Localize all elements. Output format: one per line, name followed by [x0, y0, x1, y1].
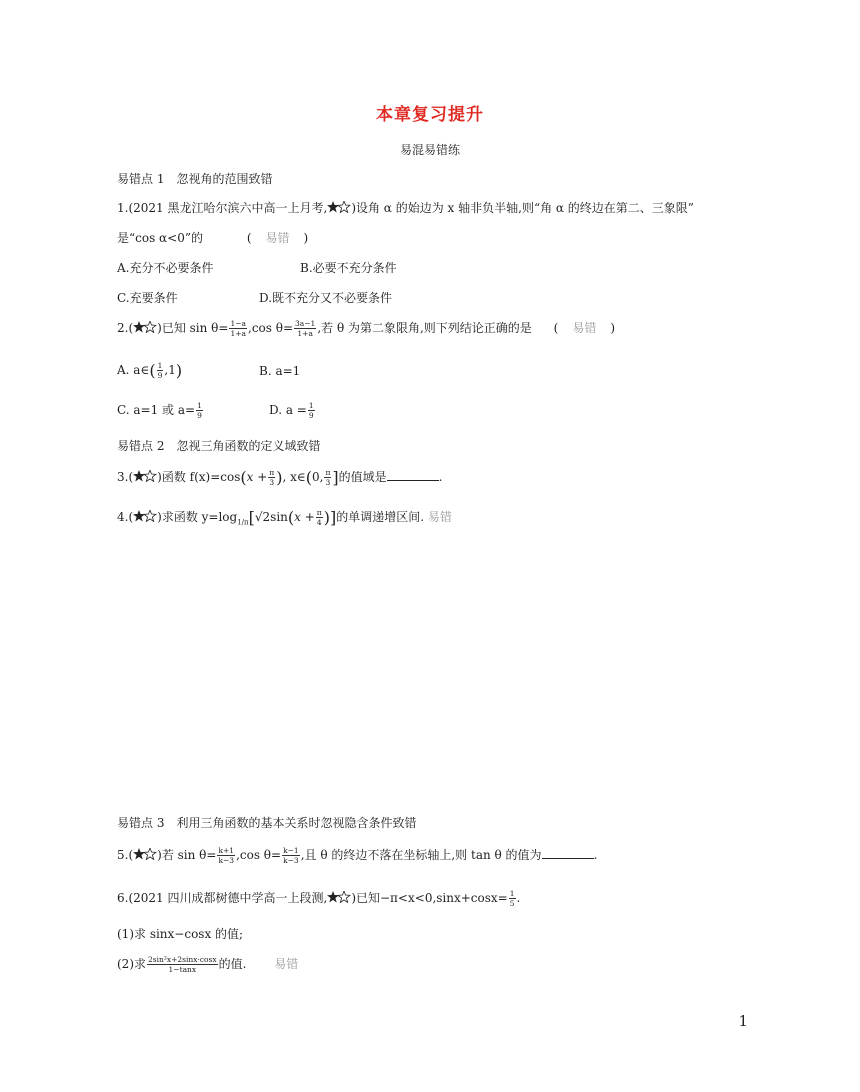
- q2-opta-fraction: [157, 361, 164, 380]
- q2-opta-den: 9: [157, 371, 163, 380]
- q3-arg: x +: [246, 470, 268, 484]
- q6-f-den: 5: [509, 899, 515, 908]
- q2-fraction-2: [294, 319, 316, 338]
- q2-optd-pre: D. a =: [269, 403, 307, 417]
- q2-opta-num: 1: [157, 361, 163, 370]
- q1-text: )设角 α 的始边为 x 轴非负半轴,则“角 α 的终边在第二、三象限”: [351, 201, 694, 215]
- q5-f2-den: k−3: [283, 856, 299, 865]
- q6-source: 6.(2021 四川成都树德中学高一上段测,: [117, 891, 328, 905]
- q4-text-2: 的单调递增区间.: [336, 510, 425, 524]
- q6-sub2-post: 的值.: [218, 957, 247, 971]
- question-3: 3.( )函数 f(x)=cos(x + $\frac{\pi}{3}$ ), x∈(0, $\frac{\pi}{3}$ ]的值域是 .: [117, 468, 443, 487]
- q2-number: 2.(: [117, 321, 134, 335]
- q5-text-2: ,cos θ=: [236, 848, 282, 862]
- q2-optc-pre: C. a=1 或 a=: [117, 403, 196, 417]
- q6-f-num: 1: [509, 889, 515, 898]
- q5-f1-den: k−3: [218, 856, 235, 865]
- q4-number: 4.(: [117, 510, 134, 524]
- q3-end: .: [438, 470, 443, 484]
- q1-source: 1.(2021 黑龙江哈尔滨六中高一上月考,: [117, 201, 328, 215]
- error-prone-tag: 易错: [274, 957, 299, 971]
- section-heading-2: 易错点 2 忽视三角函数的定义域致错: [117, 439, 321, 453]
- q6-sub2-num: 2sin²x+2sinx·cosx: [148, 955, 217, 964]
- q2-fraction-1: [229, 319, 247, 338]
- q2-f1-den: 1+a: [230, 329, 246, 338]
- difficulty-stars-icon: [133, 321, 157, 333]
- q2-text-3: ,若 θ 为第二象限角,则下列结论正确的是: [317, 321, 532, 335]
- q3-text-3: 的值域是: [338, 470, 387, 484]
- q5-text-1: )若 sin θ=: [157, 848, 217, 862]
- page-title: 本章复习提升: [376, 105, 484, 125]
- difficulty-stars-icon: [133, 470, 157, 482]
- q5-fraction-1: [217, 846, 235, 865]
- q5-end: .: [593, 848, 598, 862]
- q4-pi-den: 4: [316, 518, 322, 527]
- question-1-line-2: 是“cos α<0”的 ( 易错 ): [117, 231, 309, 245]
- q1-option-c: C.充要条件: [117, 291, 178, 305]
- q3-text-1: )函数 f(x)=cos: [157, 470, 241, 484]
- q1-option-b: B.必要不充分条件: [300, 261, 397, 275]
- q4-pi-num: π: [316, 508, 322, 517]
- difficulty-stars-icon: [133, 510, 157, 522]
- difficulty-stars-icon: [327, 891, 351, 903]
- q6-sub2-fraction: [147, 955, 218, 974]
- q6-end: .: [516, 891, 521, 905]
- q3-number: 3.(: [117, 470, 134, 484]
- answer-blank[interactable]: [387, 470, 439, 481]
- q3-interval-fraction: [324, 468, 331, 487]
- error-prone-tag: 易错: [265, 231, 290, 245]
- question-4: 4.( )求函数 $y=\log_{1/\pi}[√2\sin(x$ + $\frac{\pi}{4}$ )]的单调递增区间. 易错: [117, 508, 452, 527]
- question-5: [117, 846, 597, 865]
- section-heading-3: 易错点 3 利用三角函数的基本关系时忽视隐含条件致错: [117, 816, 417, 830]
- section-heading-1: 易错点 1 忽视角的范围致错: [117, 172, 273, 186]
- q2-f2-num: 3a−1: [295, 319, 316, 328]
- q2-optc-fraction: [196, 401, 203, 420]
- q2-f2-den: 1+a: [297, 329, 313, 338]
- q2-optc-den: 9: [197, 411, 202, 420]
- q2-option-a: A. a∈( $\frac{1}{9}$ ,1): [117, 361, 183, 380]
- q6-sub-2: [117, 955, 298, 974]
- q3-pi-den: 3: [269, 478, 275, 487]
- q2-optc-num: 1: [197, 401, 202, 410]
- q4-pi-fraction: [316, 508, 323, 527]
- page-number: 1: [738, 1012, 748, 1030]
- answer-blank[interactable]: [542, 848, 594, 859]
- difficulty-stars-icon: [327, 201, 351, 213]
- q5-number: 5.(: [117, 848, 134, 862]
- q4-text-1: )求函数 y=log: [157, 510, 238, 524]
- question-2: 2.( )已知 sin θ= $\frac{1-a}{1+a}$ ,cos θ= $\frac{3a-1}{1+a}$ ,若 θ 为第二象限角,则下列结论正确的是 ( 易错 ): [117, 319, 616, 338]
- q2-option-b: B. a=1: [259, 364, 301, 378]
- q6-sub2-den: 1−tanx: [168, 965, 197, 974]
- q6-fraction: [509, 889, 516, 908]
- q3-int-num: π: [325, 468, 331, 477]
- q2-opta-post: ,1: [164, 363, 176, 377]
- q1-option-d: D.既不充分又不必要条件: [259, 291, 393, 305]
- q3-pi-num: π: [269, 468, 275, 477]
- question-6: [117, 889, 520, 908]
- page-subtitle: 易混易错练: [399, 143, 460, 157]
- q6-sub2-pre: (2)求: [117, 957, 146, 971]
- error-prone-tag: 易错: [572, 321, 597, 335]
- q1-stem-end: 是“cos α<0”的: [117, 231, 203, 245]
- q2-optd-fraction: [308, 401, 315, 420]
- q3-interval: 0,: [311, 470, 324, 484]
- q5-f1-num: k+1: [218, 846, 235, 855]
- q2-option-c: [117, 401, 204, 420]
- q5-fraction-2: [282, 846, 300, 865]
- q2-text-1: )已知 sin θ=: [157, 321, 229, 335]
- q6-text-1: )已知−π<x<0,sinx+cosx=: [351, 891, 508, 905]
- q2-opta-pre: A. a∈: [117, 363, 150, 377]
- q3-text-2: , x∈: [282, 470, 306, 484]
- q3-int-den: 3: [325, 478, 331, 487]
- q2-optd-num: 1: [308, 401, 314, 410]
- q2-f1-num: 1−a: [230, 319, 246, 328]
- q2-text-2: ,cos θ=: [248, 321, 294, 335]
- q5-text-3: ,且 θ 的终边不落在坐标轴上,则 tan θ 的值为: [300, 848, 542, 862]
- q4-log-base: 1/π: [237, 518, 249, 527]
- difficulty-stars-icon: [133, 848, 157, 860]
- question-1-line-1: [117, 199, 694, 216]
- q2-optd-den: 9: [308, 411, 314, 420]
- q4-inner: √2sin: [254, 510, 288, 524]
- q5-f2-num: k−1: [283, 846, 299, 855]
- q1-option-a: A.充分不必要条件: [117, 261, 214, 275]
- q2-option-d: [269, 401, 316, 420]
- q3-pi-fraction: [268, 468, 275, 487]
- q4-arg: x +: [294, 510, 315, 524]
- q6-sub-1: (1)求 sinx−cosx 的值;: [117, 927, 244, 941]
- error-prone-tag: 易错: [427, 510, 452, 524]
